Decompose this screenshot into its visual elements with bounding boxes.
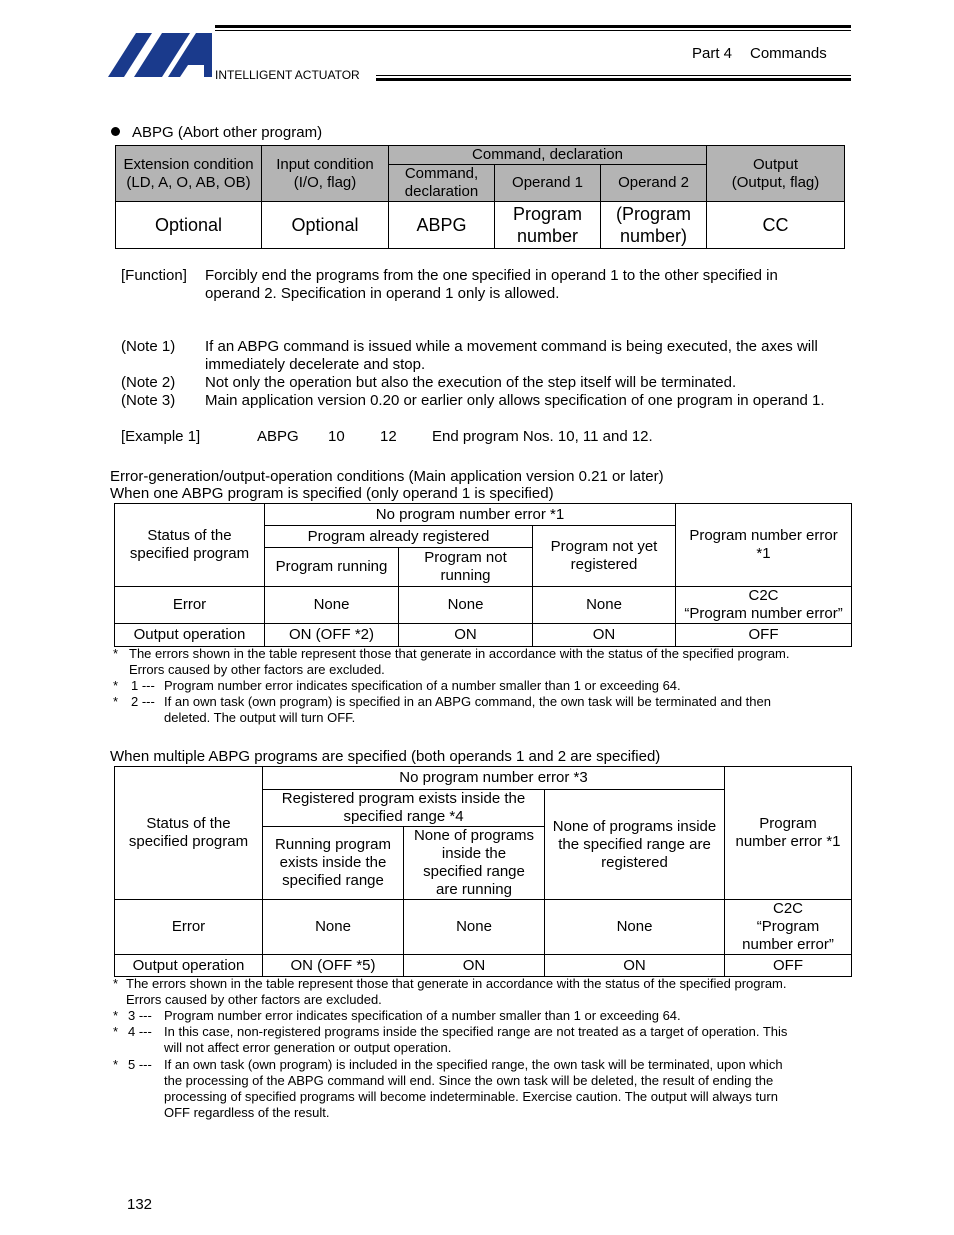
multi-none-running: None of programs inside the specified range are running: [404, 827, 545, 900]
multi-error-val-2: None: [404, 900, 545, 955]
single-title: When one ABPG program is specified (only operand 1 is specified): [110, 485, 554, 502]
single-output-val-3: ON: [533, 624, 676, 647]
note-1-line-2: immediately decelerate and stop.: [205, 356, 426, 373]
multi-none-registered: None of programs inside the specified range are registered: [545, 790, 725, 900]
multi-footnote-3: * 3 --- Program number error indicates specification of a number smaller than 1 or exceeding 64.: [113, 1008, 681, 1023]
single-output-val-2: ON: [399, 624, 533, 647]
multi-status-header: Status of the specified program: [115, 767, 263, 900]
multi-footnote-4: * 4 --- In this case, non-registered programs inside the specified range are not treated as a target of operation. This will not affect error generation or output operation.: [113, 1024, 788, 1055]
note-label-3: (Note 3): [121, 392, 176, 409]
single-output-label: Output operation: [115, 624, 265, 647]
page-number: 132: [127, 1196, 153, 1213]
single-no-error-header: No program number error *1: [265, 504, 676, 526]
hdr-output: Output (Output, flag): [707, 146, 845, 202]
conditions-title: Error-generation/output-operation conditions (Main application version 0.21 or later): [110, 468, 664, 485]
note-label-2: (Note 2): [121, 374, 176, 391]
single-footnote-1: * 1 --- Program number error indicates specification of a number smaller than 1 or exceeding 64.: [113, 678, 681, 693]
val-command: ABPG: [389, 202, 495, 249]
multi-error-code: C2C “Program number error”: [725, 900, 852, 955]
multi-registered-exists: Registered program exists inside the specified range *4: [263, 790, 545, 827]
header-rule-bottom-thin: [376, 75, 851, 76]
multi-no-error-header: No program number error *3: [263, 767, 725, 790]
single-already-registered: Program already registered: [265, 526, 533, 548]
single-output-val-4: OFF: [676, 624, 852, 647]
multi-output-val-4: OFF: [725, 955, 852, 977]
function-line-2: operand 2. Specification in operand 1 only is allowed.: [205, 285, 560, 302]
single-conditions-table: [114, 503, 852, 647]
header-rule-top-thin: [215, 30, 851, 31]
header-part: Part 4: [692, 45, 733, 62]
multi-conditions-table: [114, 766, 852, 977]
example-label: [Example 1]: [121, 428, 201, 445]
multi-title: When multiple ABPG programs are specified (both operands 1 and 2 are specified): [110, 748, 661, 765]
multi-footnote-5: * 5 --- If an own task (own program) is included in the specified range, the own task will be terminated, upon which the processing of the ABPG command will end. Since the own task will be deleted, the result of ending the processing of specified programs will become indeterminable. Exercise caution. The output will always turn OFF regardless of the result.: [113, 1057, 783, 1120]
single-error-label: Error: [115, 587, 265, 624]
command-title: ABPG (Abort other program): [132, 124, 323, 141]
val-extension-condition: Optional: [116, 202, 262, 249]
multi-error-val-3: None: [545, 900, 725, 955]
example-command: ABPG: [257, 428, 299, 445]
note-2-line-1: Not only the operation but also the execution of the step itself will be terminated.: [205, 374, 737, 391]
single-error-val-2: None: [399, 587, 533, 624]
brand-name: INTELLIGENT ACTUATOR: [215, 68, 360, 82]
header-rule-top: [215, 25, 851, 28]
hdr-extension-condition: Extension condition (LD, A, O, AB, OB): [116, 146, 262, 202]
val-input-condition: Optional: [262, 202, 389, 249]
hdr-command-declaration: Command, declaration: [389, 165, 495, 202]
example-operand2: 12: [380, 428, 397, 445]
note-3-line-1: Main application version 0.20 or earlier only allows specification of one program in operand 1.: [205, 392, 825, 409]
single-status-header: Status of the specified program: [115, 504, 265, 587]
command-table: [115, 145, 845, 249]
single-error-val-1: None: [265, 587, 399, 624]
multi-footnote-0: * The errors shown in the table represent those that generate in accordance with the status of the specified program. Errors caused by other factors are excluded.: [113, 976, 787, 1007]
hdr-command-group: Command, declaration: [389, 146, 707, 165]
single-not-registered: Program not yet registered: [533, 526, 676, 587]
note-label-1: (Note 1): [121, 338, 176, 355]
single-footnote-2: * 2 --- If an own task (own program) is specified in an ABPG command, the own task will be terminated and then deleted. The output will turn OFF.: [113, 694, 771, 725]
single-program-error-header: Program number error *1: [676, 504, 852, 587]
company-logo: [108, 33, 212, 77]
multi-output-label: Output operation: [115, 955, 263, 977]
multi-error-val-1: None: [263, 900, 404, 955]
single-footnote-0: * The errors shown in the table represent those that generate in accordance with the status of the specified program. Errors caused by other factors are excluded.: [113, 646, 790, 677]
multi-output-val-2: ON: [404, 955, 545, 977]
example-operand1: 10: [328, 428, 345, 445]
function-label: [Function]: [121, 267, 187, 284]
note-1-line-1: If an ABPG command is issued while a movement command is being executed, the axes will: [205, 338, 818, 355]
single-not-running: Program not running: [399, 548, 533, 587]
single-error-code: C2C “Program number error”: [676, 587, 852, 624]
single-running: Program running: [265, 548, 399, 587]
hdr-operand2: Operand 2: [601, 165, 707, 202]
val-output: CC: [707, 202, 845, 249]
single-error-val-3: None: [533, 587, 676, 624]
function-line-1: Forcibly end the programs from the one specified in operand 1 to the other specified in: [205, 267, 778, 284]
header-rule-bottom: [376, 78, 851, 81]
multi-program-error-header: Program number error *1: [725, 767, 852, 900]
bullet-icon: [111, 127, 120, 136]
example-description: End program Nos. 10, 11 and 12.: [432, 428, 653, 445]
hdr-operand1: Operand 1: [495, 165, 601, 202]
hdr-input-condition: Input condition (I/O, flag): [262, 146, 389, 202]
val-operand2: (Program number): [601, 202, 707, 249]
multi-running-exists: Running program exists inside the specified range: [263, 827, 404, 900]
multi-error-label: Error: [115, 900, 263, 955]
header-section: Commands: [750, 45, 827, 62]
val-operand1: Program number: [495, 202, 601, 249]
multi-output-val-3: ON: [545, 955, 725, 977]
single-output-val-1: ON (OFF *2): [265, 624, 399, 647]
multi-output-val-1: ON (OFF *5): [263, 955, 404, 977]
